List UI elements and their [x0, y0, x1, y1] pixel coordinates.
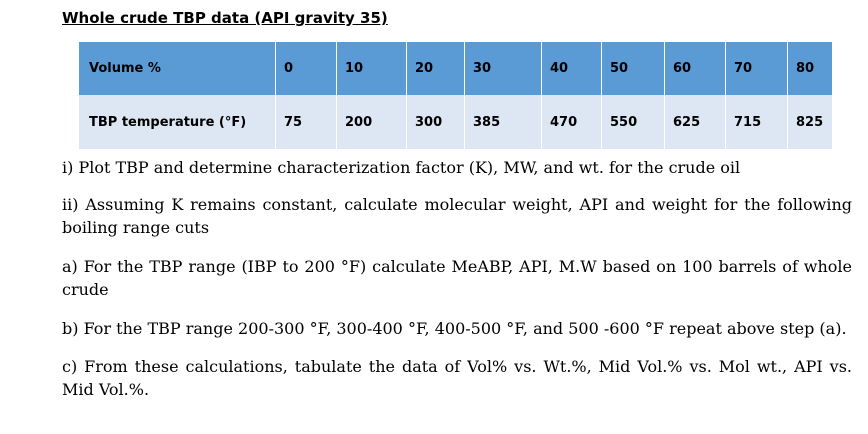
document-title: Whole crude TBP data (API gravity 35): [62, 9, 388, 27]
volume-cell: 10: [337, 42, 407, 95]
temperature-cell: 470: [542, 95, 602, 149]
volume-cell: 40: [542, 42, 602, 95]
temperature-cell: 300: [407, 95, 465, 149]
temperature-cell: 625: [665, 95, 726, 149]
volume-cell: 20: [407, 42, 465, 95]
volume-cell: 80: [788, 42, 833, 95]
question-a: a) For the TBP range (IBP to 200 °F) calculate MeABP, API, M.W based on 100 barrels of whole crude: [62, 257, 852, 299]
temperature-cell: 550: [602, 95, 665, 149]
tbp-data-table: [79, 42, 832, 149]
temperature-cell: 825: [788, 95, 833, 149]
question-c: c) From these calculations, tabulate the data of Vol% vs. Wt.%, Mid Vol.% vs. Mol wt., API vs. Mid Vol.%.: [62, 357, 852, 399]
temperature-cell: 200: [337, 95, 407, 149]
volume-row: [79, 42, 832, 95]
temperature-cell: 75: [276, 95, 337, 149]
temperature-cell: 715: [726, 95, 788, 149]
volume-cell: 30: [465, 42, 542, 95]
question-i: i) Plot TBP and determine characterization factor (K), MW, and wt. for the crude oil: [62, 158, 741, 177]
question-ii: ii) Assuming K remains constant, calculate molecular weight, API and weight for the following boiling range cuts: [62, 195, 852, 237]
temperature-label: TBP temperature (°F): [79, 95, 276, 149]
volume-cell: 70: [726, 42, 788, 95]
volume-cell: 0: [276, 42, 337, 95]
volume-cell: 50: [602, 42, 665, 95]
temperature-row: [79, 95, 832, 149]
volume-label: Volume %: [79, 42, 276, 95]
temperature-cell: 385: [465, 95, 542, 149]
question-b: b) For the TBP range 200-300 °F, 300-400 °F, 400-500 °F, and 500 -600 °F repeat above step (a).: [62, 319, 847, 338]
volume-cell: 60: [665, 42, 726, 95]
